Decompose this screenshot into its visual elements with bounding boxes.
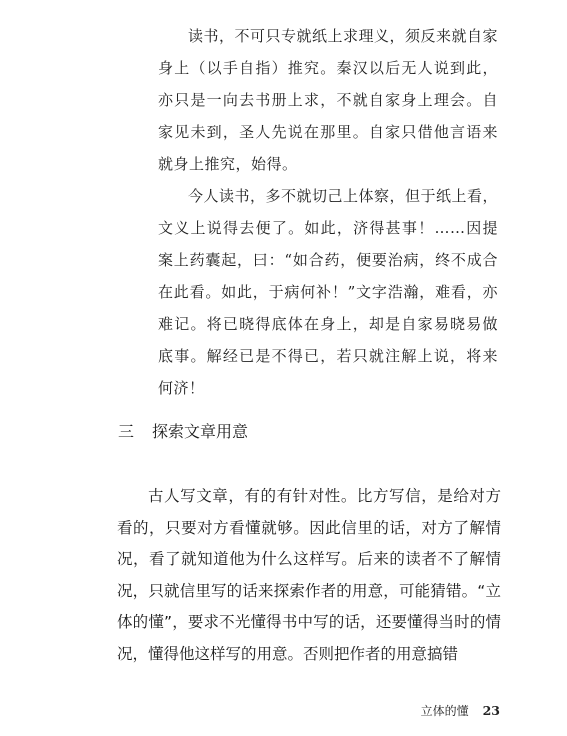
running-title: 立体的懂 xyxy=(420,704,469,718)
quote-paragraph-2: 今人读书，多不就切己上体察，但于纸上看，文义上说得去便了。如此，济得甚事！……因提案上药囊起，曰：“如合药，便要治病，终不成合在此看。如此，于病何补！”文字浩瀚，难看，亦难记。将已晓得底体在身上，却是自家易晓易做底事。解经已是不得已，若只就注解上说，将来何济！ xyxy=(158,187,499,397)
body-paragraph: 古人写文章，有的有针对性。比方写信，是给对方看的，只要对方看懂就够。因此信里的话，对方了解情况，看了就知道他为什么这样写。后来的读者不了解情况，只就信里写的话来探索作者的用意，可能猜错。“立体的懂”，要求不光懂得书中写的话，还要懂得当时的情况，懂得他这样写的用意。否则把作者的用意搞错 xyxy=(117,487,501,663)
section-number: 三 xyxy=(118,422,135,441)
quote-paragraph-1: 读书，不可只专就纸上求理义，须反来就自家身上（以手自指）推究。秦汉以后无人说到此，亦只是一向去书册上求，不就自家身上理会。自家见未到，圣人先说在那里。自家只借他言语来就身上推究，始得。 xyxy=(158,27,499,173)
body-text xyxy=(117,481,501,670)
page-number: 23 xyxy=(482,703,500,718)
quoted-passage xyxy=(158,20,498,404)
section-heading xyxy=(118,418,248,446)
page-footer xyxy=(370,702,500,720)
section-title: 探索文章用意 xyxy=(152,422,249,441)
